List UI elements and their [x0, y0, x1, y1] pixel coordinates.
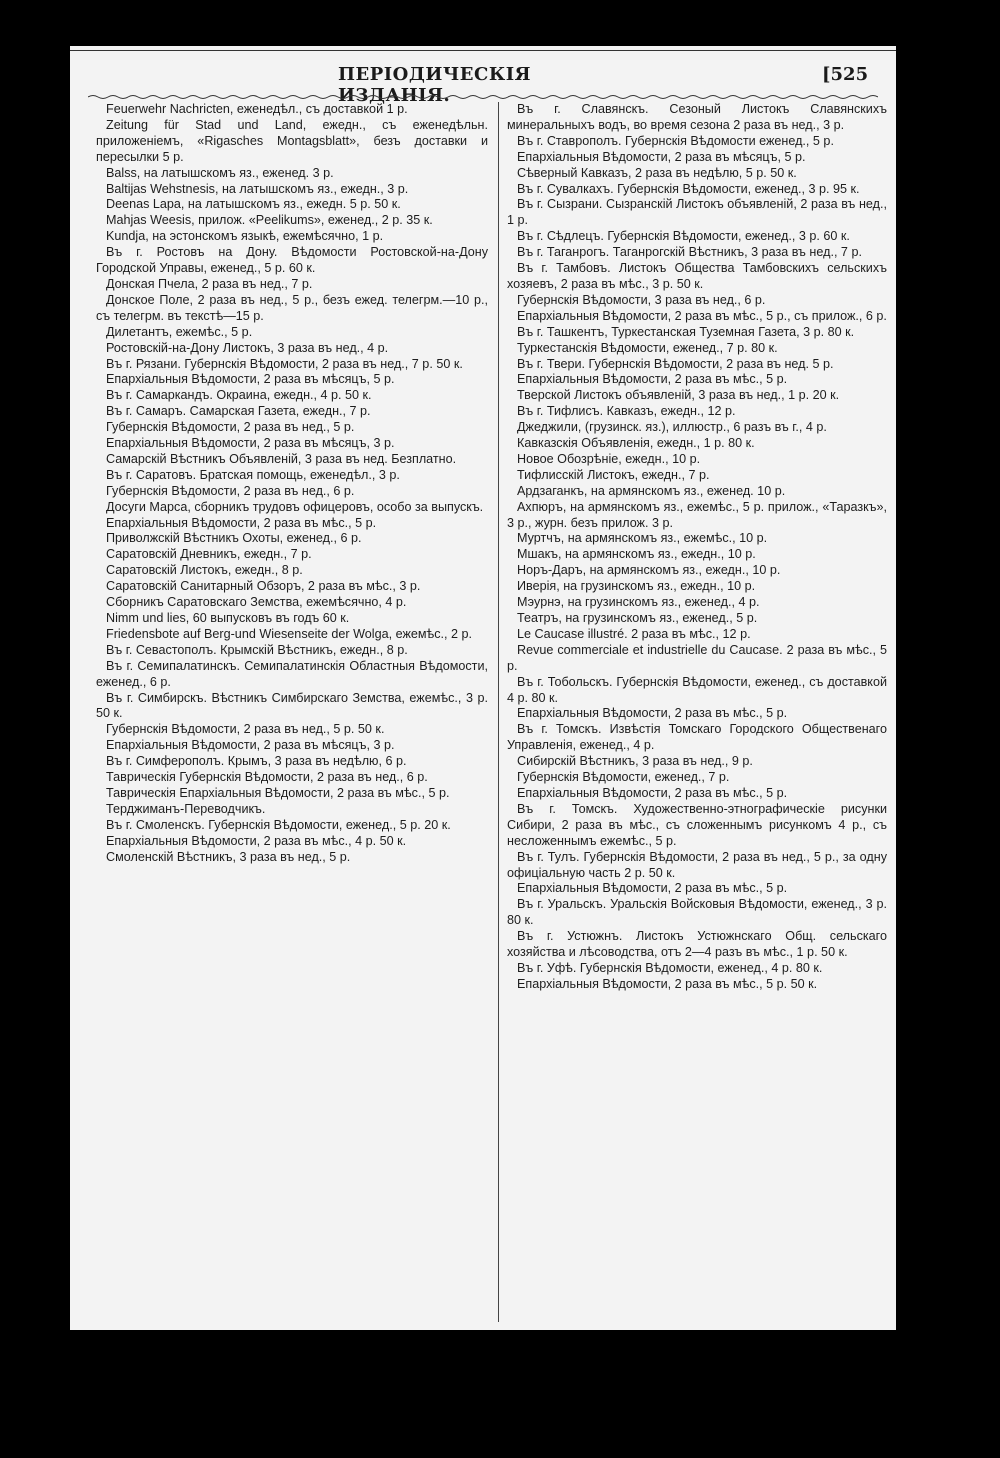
- periodical-entry: Кавказскія Объявленія, ежедн., 1 р. 80 к.: [517, 436, 755, 451]
- periodical-entry: Приволжскій Вѣстникъ Охоты, еженед., 6 р.: [106, 531, 362, 546]
- periodical-entry: Deenas Lapa, на латышскомъ яз., ежедн. 5 р. 50 к.: [106, 197, 401, 212]
- periodical-entry: Саратовскій Санитарный Обзоръ, 2 раза въ мѣс., 3 р.: [106, 579, 421, 594]
- periodical-entry: Губернскія Вѣдомости, еженед., 7 р.: [517, 770, 730, 785]
- periodical-entry: Въ г. Таганрогъ. Таганрогскій Вѣстникъ, 3 раза въ нед., 7 р.: [517, 245, 862, 260]
- periodical-entry: Норъ-Даръ, на армянскомъ яз., ежедн., 10 р.: [517, 563, 781, 578]
- wavy-rule: [88, 94, 878, 100]
- periodical-entry: Досуги Марса, сборникъ трудовъ офицеровъ, особо за выпускъ.: [106, 499, 484, 514]
- periodical-entry: Туркестанскія Вѣдомости, еженед., 7 р. 80 к.: [517, 340, 778, 355]
- periodical-entry: Епархіальныя Вѣдомости, 2 раза въ мѣс., 5 р.: [106, 515, 377, 530]
- periodical-entry: Мэурнэ, на грузинскомъ яз., еженед., 4 р.: [517, 595, 760, 610]
- periodical-entry: Въ г. Уральскъ. Уральскія Войсковыя Вѣдомости, еженед., 3 р. 80 к.: [507, 897, 887, 928]
- periodical-entry: Губернскія Вѣдомости, 3 раза въ нед., 6 р.: [517, 292, 766, 307]
- periodical-entry: Сибирскій Вѣстникъ, 3 раза въ нед., 9 р.: [517, 754, 753, 769]
- periodical-entry: Въ г. Саратовъ. Братская помощь, еженедѣл., 3 р.: [106, 467, 400, 482]
- left-column: [96, 102, 488, 1322]
- periodical-entry: Въ г. Симферополъ. Крымъ, 3 раза въ недѣлю, 6 р.: [106, 754, 407, 769]
- periodical-entry: Balss, на латышскомъ яз., еженед. 3 р.: [106, 165, 334, 180]
- periodical-entry: Епархіальныя Вѣдомости, 2 раза въ мѣсяцъ, 5 р.: [106, 372, 395, 387]
- periodical-entry: Baltijas Wehstnesis, на латышскомъ яз., ежедн., 3 р.: [106, 181, 409, 196]
- periodical-entry: Донское Поле, 2 раза въ нед., 5 р., безъ ежед. телегрм.—10 р., съ телегрм. въ текстѣ—15 р.: [96, 292, 488, 323]
- periodical-entry: Nimm und lies, 60 выпусковъ въ годъ 60 к.: [106, 611, 350, 625]
- periodical-entry: Епархіальныя Вѣдомости, 2 раза въ мѣс., 5 р. 50 к.: [517, 976, 818, 991]
- periodical-entry: Смоленскій Вѣстникъ, 3 раза въ нед., 5 р.: [106, 849, 351, 864]
- periodical-entry: Епархіальныя Вѣдомости, 2 раза въ мѣсяцъ, 3 р.: [106, 738, 395, 753]
- periodical-entry: Mahjas Weesis, прилож. «Peelikums», еженед., 2 р. 35 к.: [106, 213, 433, 228]
- periodical-entry: Въ г. Тулъ. Губернскія Вѣдомости, 2 раза въ нед., 5 р., за одну офиціальную часть 2 р. 50 к.: [507, 849, 887, 880]
- periodical-entry: Въ г. Смоленскъ. Губернскія Вѣдомости, еженед., 5 р. 20 к.: [106, 817, 451, 832]
- periodical-entry: Муртчъ, на армянскомъ яз., ежемѣс., 10 р.: [517, 531, 768, 546]
- periodical-entry: Мшакъ, на армянскомъ яз., ежедн., 10 р.: [517, 547, 756, 562]
- periodical-entry: Въ г. Ставрополъ. Губернскія Вѣдомости еженед., 5 р.: [517, 133, 834, 148]
- periodical-entry: Въ г. Тифлисъ. Кавказъ, ежедн., 12 р.: [517, 404, 736, 419]
- periodical-entry: Сѣверный Кавказъ, 2 раза въ недѣлю, 5 р. 50 к.: [517, 165, 797, 180]
- periodical-entry: Тверской Листокъ объявленій, 3 раза въ нед., 1 р. 20 к.: [517, 388, 840, 403]
- page-number: [525: [822, 64, 869, 85]
- page-header: [70, 64, 896, 106]
- periodical-entry: Новое Обозрѣніе, ежедн., 10 р.: [517, 451, 701, 466]
- periodical-entry: Епархіальныя Вѣдомости, 2 раза въ мѣс., 5 р.: [517, 372, 788, 387]
- periodical-entry: Feuerwehr Nachricten, еженедѣл., съ доставкой 1 р.: [106, 102, 408, 116]
- periodical-entry: Въ г. Тамбовъ. Листокъ Общества Тамбовскихъ сельскихъ хозяевъ, 2 раза въ мѣс., 3 р. 50 к.: [507, 261, 887, 291]
- top-frame-line: [70, 46, 896, 51]
- periodical-entry: Таврическія Губернскія Вѣдомости, 2 раза въ нед., 6 р.: [106, 770, 428, 785]
- periodical-entry: Донская Пчела, 2 раза въ нед., 7 р.: [106, 276, 313, 291]
- periodical-entry: Епархіальныя Вѣдомости, 2 раза въ мѣсяцъ, 5 р.: [517, 149, 806, 164]
- periodical-entry: Revue commerciale et industrielle du Caucase. 2 раза въ мѣс., 5 р.: [507, 642, 887, 673]
- periodical-entry: Епархіальныя Вѣдомости, 2 раза въ мѣс., 5 р.: [517, 881, 788, 896]
- periodical-entry: Театръ, на грузинскомъ яз., еженед., 5 р.: [517, 611, 758, 625]
- periodical-entry: Въ г. Ташкентъ, Туркестанская Туземная Газета, 3 р. 80 к.: [517, 324, 855, 339]
- periodical-entry: Иверія, на грузинскомъ яз., ежедн., 10 р.: [517, 579, 756, 594]
- periodical-entry: Дилетантъ, ежемѣс., 5 р.: [106, 324, 253, 339]
- periodical-entry: Въ г. Томскъ. Извѣстія Томскаго Городского Общественаго Управленія, еженед., 4 р.: [507, 722, 887, 753]
- periodical-entry: Въ г. Сѣдлецъ. Губернскія Вѣдомости, еженед., 3 р. 60 к.: [517, 229, 850, 244]
- periodical-entry: Въ г. Севастополъ. Крымскій Вѣстникъ, ежедн., 8 р.: [106, 642, 408, 657]
- periodical-entry: Сборникъ Саратовскаго Земства, ежемѣсячно, 4 р.: [106, 595, 407, 610]
- periodical-entry: Въ г. Сувалкахъ. Губернскія Вѣдомости, еженед., 3 р. 95 к.: [517, 181, 860, 196]
- periodical-entry: Терджиманъ-Переводчикъ.: [106, 801, 266, 816]
- periodical-entry: Въ г. Ростовъ на Дону. Вѣдомости Ростовской-на-Дону Городской Управы, еженед., 5 р. 60 к.: [96, 245, 488, 276]
- periodical-entry: Zeitung für Stad und Land, ежедн., съ еженедѣльн. приложеніемъ, «Rigasches Montagsblatt», безъ доставки и пересылки 5 р.: [96, 117, 488, 164]
- periodical-entry: Епархіальныя Вѣдомости, 2 раза въ мѣс., 4 р. 50 к.: [106, 833, 407, 848]
- periodical-entry: Въ г. Тобольскъ. Губернскія Вѣдомости, еженед., съ доставкой 4 р. 80 к.: [507, 674, 887, 705]
- periodical-entry: Ростовскій-на-Дону Листокъ, 3 раза въ нед., 4 р.: [106, 340, 389, 355]
- periodical-entry: Kundja, на эстонскомъ языкѣ, ежемѣсячно, 1 р.: [106, 229, 384, 244]
- periodical-entry: Самарскій Вѣстникъ Объявленій, 3 раза въ нед. Безплатно.: [106, 451, 457, 466]
- periodical-entry: Въ г. Славянскъ. Сезоный Листокъ Славянскихъ минеральныхъ водъ, во время сезона 2 раза въ нед., 3 р.: [507, 102, 887, 132]
- periodical-entry: Ардзаганкъ, на армянскомъ яз., еженед. 10 р.: [517, 483, 786, 498]
- periodical-entry: Въ г. Семипалатинскъ. Семипалатинскія Областныя Вѣдомости, еженед., 6 р.: [96, 658, 488, 689]
- periodical-entry: Губернскія Вѣдомости, 2 раза въ нед., 6 р.: [106, 483, 355, 498]
- periodical-entry: Епархіальныя Вѣдомости, 2 раза въ мѣс., 5 р.: [517, 706, 788, 721]
- periodical-entry: Въ г. Самаркандъ. Окраина, ежедн., 4 р. 50 к.: [106, 388, 372, 403]
- periodical-entry: Въ г. Рязани. Губернскія Вѣдомости, 2 раза въ нед., 7 р. 50 к.: [106, 356, 463, 371]
- periodical-entry: Въ г. Устюжнъ. Листокъ Устюжнскаго Общ. сельскаго хозяйства и лѣсоводства, отъ 2—4 разъ въ мѣс., 1 р. 50 к.: [507, 929, 887, 960]
- periodical-entry: Въ г. Уфѣ. Губернскія Вѣдомости, еженед., 4 р. 80 к.: [517, 960, 823, 975]
- column-divider: [498, 102, 499, 1322]
- periodical-entry: Въ г. Самаръ. Самарская Газета, ежедн., 7 р.: [106, 404, 371, 419]
- periodical-entry: Le Caucase illustré. 2 раза въ мѣс., 12 р.: [517, 626, 751, 641]
- periodical-entry: Ахпюръ, на армянскомъ яз., ежемѣс., 5 р. прилож., «Таразкъ», 3 р., журн. безъ прилож. 3 р.: [507, 499, 887, 530]
- periodical-entry: Епархіальныя Вѣдомости, 2 раза въ мѣсяцъ, 3 р.: [106, 436, 395, 451]
- periodical-entry: Въ г. Томскъ. Художественно-этнографическіе рисунки Сибири, 2 раза въ мѣс., съ сложеннымъ рисункомъ 4 р., съ несложеннымъ ежемѣс., 5 р.: [507, 801, 887, 848]
- periodical-entry: Губернскія Вѣдомости, 2 раза въ нед., 5 р. 50 к.: [106, 722, 385, 737]
- periodical-entry: Въ г. Симбирскъ. Вѣстникъ Симбирскаго Земства, ежемѣс., 3 р. 50 к.: [96, 690, 488, 721]
- periodical-entry: Таврическія Епархіальныя Вѣдомости, 2 раза въ мѣс., 5 р.: [106, 785, 450, 800]
- periodical-entry: Епархіальныя Вѣдомости, 2 раза въ мѣс., 5 р.: [517, 785, 788, 800]
- periodical-entry: Friedensbote auf Berg-und Wiesenseite der Wolga, ежемѣс., 2 р.: [106, 626, 473, 641]
- page-title: ПЕРІОДИЧЕСКІЯ ИЗДАНІЯ.: [338, 64, 532, 106]
- right-column: [507, 102, 887, 1322]
- periodical-entry: Въ г. Твери. Губернскія Вѣдомости, 2 раза въ нед. 5 р.: [517, 356, 834, 371]
- periodical-entry: Тифлисскій Листокъ, ежедн., 7 р.: [517, 467, 710, 482]
- periodical-entry: Саратовскій Дневникъ, ежедн., 7 р.: [106, 547, 312, 562]
- periodical-entry: Джеджили, (грузинск. яз.), иллюстр., 6 разъ въ г., 4 р.: [517, 420, 827, 435]
- periodical-entry: Саратовскій Листокъ, ежедн., 8 р.: [106, 563, 303, 578]
- periodical-entry: Епархіальныя Вѣдомости, 2 раза въ мѣс., 5 р., съ прилож., 6 р.: [517, 308, 887, 323]
- book-page: [70, 46, 896, 1330]
- periodical-entry: Въ г. Сызрани. Сызранскій Листокъ объявленій, 2 раза въ нед., 1 р.: [507, 197, 887, 228]
- periodical-entry: Губернскія Вѣдомости, 2 раза въ нед., 5 р.: [106, 420, 355, 435]
